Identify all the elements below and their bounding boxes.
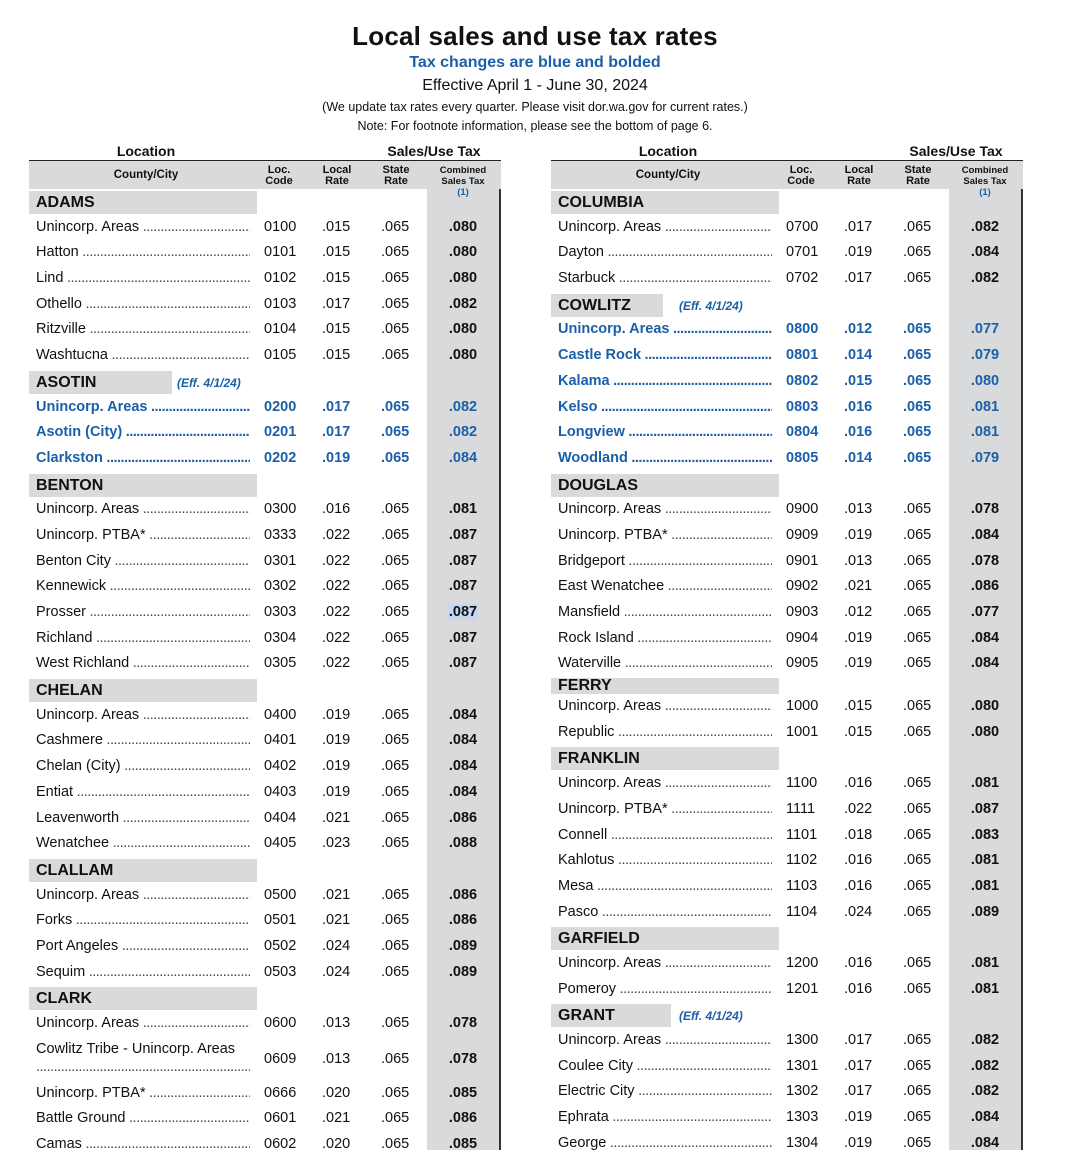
table-row: Camas ..... 0602 .020 .065 .085	[29, 1132, 501, 1150]
table-header-columns	[551, 160, 1023, 198]
table-row: West Richland ..... 0305 .022 .065 .087	[29, 651, 501, 677]
footnote-ref: (1)	[457, 187, 469, 198]
footnote-ref: (1)	[979, 187, 991, 198]
table-row: Kahlotus ..... 1102 .016 .065 .081	[551, 848, 1023, 874]
table-row-changed: Unincorp. Areas ..... 0200 .017 .065 .082	[29, 395, 501, 421]
table-row: Unincorp. PTBA* ..... 0666 .020 .065 .085	[29, 1081, 501, 1107]
rate-table-right	[551, 143, 1023, 1150]
table-row: Chelan (City) ..... 0402 .019 .065 .084	[29, 754, 501, 780]
table-row-changed: Clarkston ..... 0202 .019 .065 .084	[29, 446, 501, 472]
table-row: Pomeroy ..... 1201 .016 .065 .081	[551, 977, 1023, 1003]
county-city-header: County/City	[113, 169, 179, 181]
sales-use-tax-header: Sales/Use Tax	[909, 143, 1003, 159]
table-row: Republic ..... 1001 .015 .065 .080	[551, 720, 1023, 746]
table-row-changed: Kelso ..... 0803 .016 .065 .081	[551, 395, 1023, 421]
table-row-changed: Longview ..... 0804 .016 .065 .081	[551, 420, 1023, 446]
county-header-cowlitz: COWLITZ (Eff. 4/1/24)	[551, 292, 1023, 318]
county-header-benton: BENTON	[29, 472, 501, 498]
county-city-header: County/City	[635, 169, 701, 181]
effective-date-note: (Eff. 4/1/24)	[679, 1009, 743, 1024]
table-row: Forks ..... 0501 .021 .065 .086	[29, 908, 501, 934]
table-row: Mesa ..... 1103 .016 .065 .081	[551, 874, 1023, 900]
page-subtitle: Tax changes are blue and bolded	[409, 54, 661, 71]
county-header-adams: ADAMS	[29, 189, 501, 215]
table-row-changed: Castle Rock ..... 0801 .014 .065 .079	[551, 343, 1023, 369]
table-row: Hatton ..... 0101 .015 .065 .080	[29, 240, 501, 266]
county-header-clallam: CLALLAM	[29, 857, 501, 883]
loc-code-header: Loc. Code	[787, 164, 815, 187]
table-row: Unincorp. Areas ..... 1000 .015 .065 .080	[551, 694, 1023, 720]
combined-header: Combined Sales Tax (1)	[439, 165, 487, 198]
table-row: Cashmere ..... 0401 .019 .065 .084	[29, 728, 501, 754]
county-header-clark: CLARK	[29, 985, 501, 1011]
table-row: Pasco ..... 1104 .024 .065 .089	[551, 900, 1023, 926]
page-title: Local sales and use tax rates	[352, 21, 718, 51]
table-row-changed: Asotin (City) ..... 0201 .017 .065 .082	[29, 420, 501, 446]
table-row: Unincorp. PTBA* ..... 0333 .022 .065 .087	[29, 523, 501, 549]
table-row: Unincorp. Areas ..... 0900 .013 .065 .078	[551, 497, 1023, 523]
page-header	[0, 20, 1070, 136]
update-note: (We update tax rates every quarter. Please visit dor.wa.gov for current rates.)	[322, 100, 748, 114]
table-row: Othello ..... 0103 .017 .065 .082	[29, 292, 501, 318]
location-header: Location	[638, 143, 698, 159]
table-row: Wenatchee ..... 0405 .023 .065 .088	[29, 831, 501, 857]
table-row: George ..... 1304 .019 .065 .084	[551, 1131, 1023, 1150]
effective-date-note: (Eff. 4/1/24)	[177, 375, 241, 390]
county-header-grant: GRANT (Eff. 4/1/24)	[551, 1002, 1023, 1028]
rate-table-left	[29, 143, 501, 1150]
table-row: Unincorp. Areas ..... 0700 .017 .065 .082	[551, 215, 1023, 241]
table-row-changed: Unincorp. Areas ..... 0800 .012 .065 .077	[551, 317, 1023, 343]
table-row: Leavenworth ..... 0404 .021 .065 .086	[29, 806, 501, 832]
county-header-chelan: CHELAN	[29, 677, 501, 703]
loc-code-header: Loc. Code	[265, 164, 293, 187]
table-row: Unincorp. Areas ..... 1100 .016 .065 .081	[551, 771, 1023, 797]
selected-cell: .087	[448, 604, 478, 620]
location-header: Location	[116, 143, 176, 159]
sales-use-tax-header: Sales/Use Tax	[387, 143, 481, 159]
table-header-columns	[29, 160, 501, 198]
county-header-franklin: FRANKLIN	[551, 745, 1023, 771]
table-row: Unincorp. PTBA* ..... 1111 .022 .065 .087	[551, 797, 1023, 823]
rows-right	[551, 189, 1023, 1150]
state-rate-header: State Rate	[382, 164, 410, 187]
table-header-top	[29, 143, 501, 161]
table-row: Unincorp. Areas ..... 1300 .017 .065 .082	[551, 1028, 1023, 1054]
table-row: Coulee City ..... 1301 .017 .065 .082	[551, 1054, 1023, 1080]
table-row: Benton City ..... 0301 .022 .065 .087	[29, 549, 501, 575]
table-row: Electric City ..... 1302 .017 .065 .082	[551, 1079, 1023, 1105]
rows-left	[29, 189, 501, 1150]
table-row: Sequim ..... 0503 .024 .065 .089	[29, 960, 501, 986]
county-header-columbia: COLUMBIA	[551, 189, 1023, 215]
county-header-douglas: DOUGLAS	[551, 472, 1023, 498]
table-header-top	[551, 143, 1023, 161]
table-row: Connell ..... 1101 .018 .065 .083	[551, 823, 1023, 849]
table-row: Unincorp. Areas ..... 0600 .013 .065 .078	[29, 1011, 501, 1037]
table-row: Unincorp. Areas ..... 0300 .016 .065 .081	[29, 497, 501, 523]
table-row: Waterville ..... 0905 .019 .065 .084	[551, 651, 1023, 677]
effective-date-note: (Eff. 4/1/24)	[679, 298, 743, 313]
table-row: Richland ..... 0304 .022 .065 .087	[29, 626, 501, 652]
table-row: Kennewick ..... 0302 .022 .065 .087	[29, 574, 501, 600]
table-row-selected: Prosser ..... 0303 .022 .065 .087	[29, 600, 501, 626]
table-row-changed: Woodland ..... 0805 .014 .065 .079	[551, 446, 1023, 472]
table-row: Unincorp. PTBA* ..... 0909 .019 .065 .084	[551, 523, 1023, 549]
table-row: Mansfield ..... 0903 .012 .065 .077	[551, 600, 1023, 626]
county-header-asotin: ASOTIN (Eff. 4/1/24)	[29, 369, 501, 395]
table-row: Rock Island ..... 0904 .019 .065 .084	[551, 626, 1023, 652]
state-rate-header: State Rate	[904, 164, 932, 187]
table-row: Washtucna ..... 0105 .015 .065 .080	[29, 343, 501, 369]
table-row: Battle Ground ..... 0601 .021 .065 .086	[29, 1106, 501, 1132]
table-row: Dayton ..... 0701 .019 .065 .084	[551, 240, 1023, 266]
county-header-garfield: GARFIELD	[551, 925, 1023, 951]
table-row: Unincorp. Areas ..... 0500 .021 .065 .086	[29, 883, 501, 909]
table-row: East Wenatchee ..... 0902 .021 .065 .086	[551, 574, 1023, 600]
local-rate-header: Local Rate	[844, 164, 874, 187]
combined-header: Combined Sales Tax (1)	[961, 165, 1009, 198]
table-row: Ritzville ..... 0104 .015 .065 .080	[29, 317, 501, 343]
table-row: Unincorp. Areas ..... 0400 .019 .065 .084	[29, 703, 501, 729]
table-row: Port Angeles ..... 0502 .024 .065 .089	[29, 934, 501, 960]
table-row: Entiat ..... 0403 .019 .065 .084	[29, 780, 501, 806]
table-row: Unincorp. Areas ..... 0100 .015 .065 .080	[29, 215, 501, 241]
table-row: Starbuck ..... 0702 .017 .065 .082	[551, 266, 1023, 292]
county-header-ferry: FERRY	[551, 677, 1023, 694]
table-row-changed: Kalama ..... 0802 .015 .065 .080	[551, 369, 1023, 395]
local-rate-header: Local Rate	[322, 164, 352, 187]
table-row: Cowlitz Tribe - Unincorp. Areas ..... 0609 .013 .065 .078	[29, 1037, 501, 1081]
effective-dates: Effective April 1 - June 30, 2024	[422, 77, 648, 94]
footnote-note: Note: For footnote information, please see the bottom of page 6.	[357, 119, 713, 133]
table-row: Lind ..... 0102 .015 .065 .080	[29, 266, 501, 292]
table-row: Bridgeport ..... 0901 .013 .065 .078	[551, 549, 1023, 575]
table-row: Unincorp. Areas ..... 1200 .016 .065 .081	[551, 951, 1023, 977]
table-row: Ephrata ..... 1303 .019 .065 .084	[551, 1105, 1023, 1131]
